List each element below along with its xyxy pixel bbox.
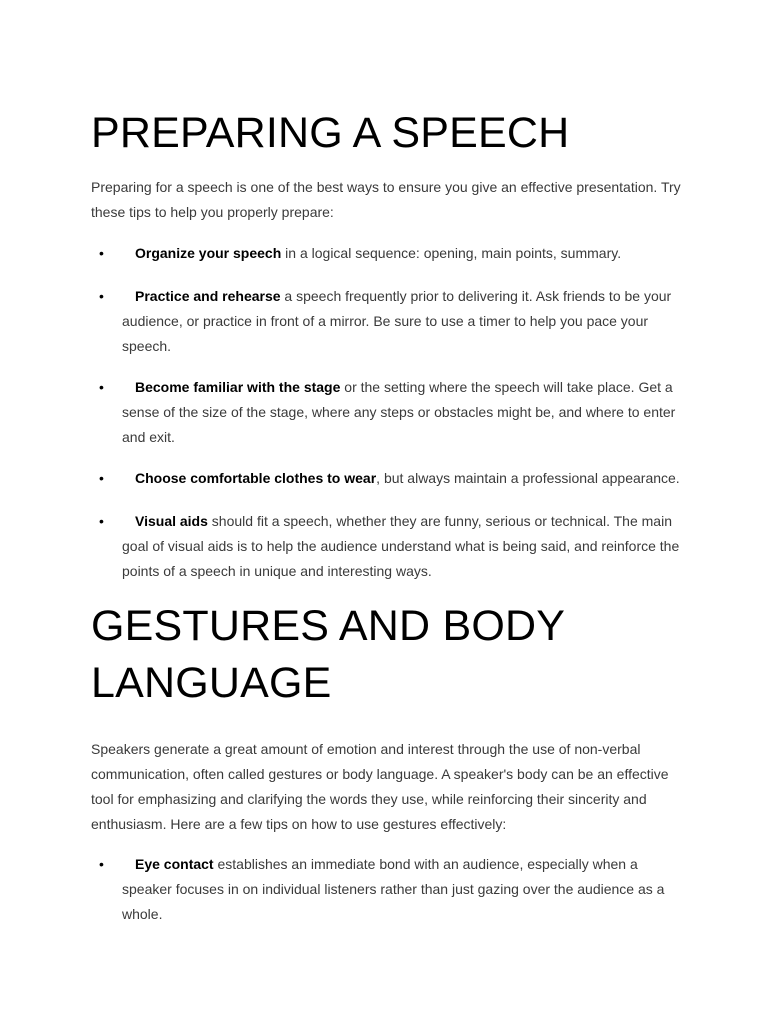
list-item-lead: Choose comfortable clothes to wear xyxy=(135,470,377,486)
list-item-text xyxy=(122,375,682,450)
list-item-stage xyxy=(91,375,681,450)
section-intro-gestures: Speakers generate a great amount of emotion and interest through the use of non-verbal communication, often called gestures or body language. A speaker's body can be an effective tool for emphasizing and clarifying the words they use, while reinforcing their sincerity and enthusiasm. Here are a few tips on how to use gestures effectively: xyxy=(91,741,669,832)
list-item-rest: establishes an immediate bond with an audience, especially when a speaker focuses in on individual listeners rather than just gazing over the audience as a whole. xyxy=(122,856,665,922)
bullet-icon: • xyxy=(99,245,104,261)
list-item-text xyxy=(122,284,682,359)
list-item-lead: Visual aids xyxy=(135,513,208,529)
bullet-icon: • xyxy=(99,288,104,304)
section-title-line-2: LANGUAGE xyxy=(91,659,332,707)
list-item-practice xyxy=(91,284,681,359)
section-title-preparing: PREPARING A SPEECH xyxy=(91,109,570,157)
list-item-organize xyxy=(91,241,681,266)
list-item-clothes xyxy=(91,466,681,491)
list-item-visual-aids xyxy=(91,509,681,584)
section-intro-preparing: Preparing for a speech is one of the best ways to ensure you give an effective presentation. Try these tips to help you properly prepare: xyxy=(91,179,681,220)
list-item-lead: Organize your speech xyxy=(135,245,282,261)
list-item-text xyxy=(122,852,682,927)
bullet-icon: • xyxy=(99,379,104,395)
list-item-eye-contact xyxy=(91,852,681,927)
list-item-rest: , but always maintain a professional appearance. xyxy=(376,470,680,486)
list-item-rest: should fit a speech, whether they are funny, serious or technical. The main goal of visual aids is to help the audience understand what is being said, and reinforce the points of a speech in unique and interesting ways. xyxy=(122,513,680,579)
list-item-text xyxy=(122,241,682,266)
list-item-lead: Eye contact xyxy=(135,856,214,872)
bullet-icon: • xyxy=(99,513,104,529)
list-item-rest: or the setting where the speech will take place. Get a sense of the size of the stage, where any steps or obstacles might be, and where to enter and exit. xyxy=(122,379,676,445)
list-item-text xyxy=(122,466,682,491)
list-item-rest: in a logical sequence: opening, main points, summary. xyxy=(281,245,622,261)
bullet-icon: • xyxy=(99,856,104,872)
section-title-line-1: GESTURES AND BODY xyxy=(91,602,566,650)
list-item-lead: Practice and rehearse xyxy=(135,288,281,304)
section-title-gestures xyxy=(91,598,565,712)
list-item-text xyxy=(122,509,682,584)
list-item-lead: Become familiar with the stage xyxy=(135,379,341,395)
bullet-icon: • xyxy=(99,470,104,486)
list-item-rest: a speech frequently prior to delivering it. Ask friends to be your audience, or practice in front of a mirror. Be sure to use a timer to help you pace your speech. xyxy=(122,288,672,354)
